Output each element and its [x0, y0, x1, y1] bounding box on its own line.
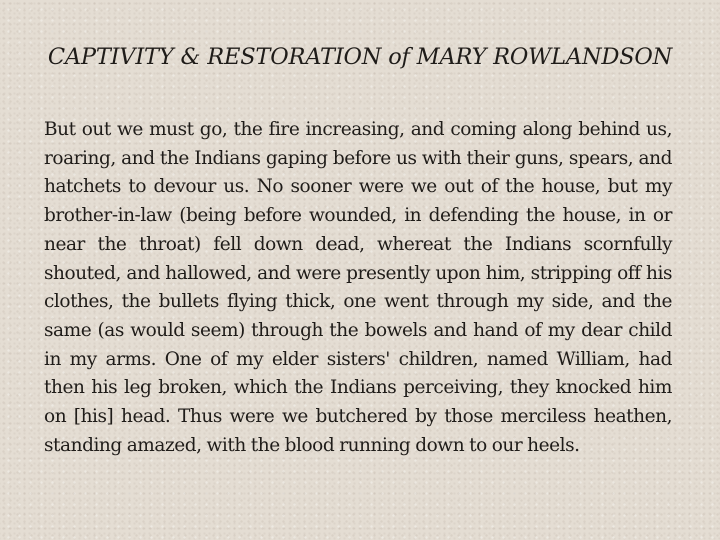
body-paragraph: But out we must go, the fire increasing, and coming along behind us, roaring, and the Indians gaping before us with their guns, spears, and hatchets to devour us. No sooner were we out of the house, but my brother-in-law (being before wounded, in defending the house, in or near the throat) fell down dead, whereat the Indians scornfully shouted, and hallowed, and were presently upon him, stripping off his clothes, the bullets flying thick, one went through my side, and the same (as would seem) through the bowels and hand of my dear child in my arms. One of my elder sisters' children, named William, had then his leg broken, which the Indians perceiving, they knocked him on [his] head. Thus were we butchered by those merciless heathen, standing amazed, with the blood running down to our heels. — [44, 119, 672, 456]
slide-title: CAPTIVITY & RESTORATION of MARY ROWLANDSON — [47, 44, 673, 70]
